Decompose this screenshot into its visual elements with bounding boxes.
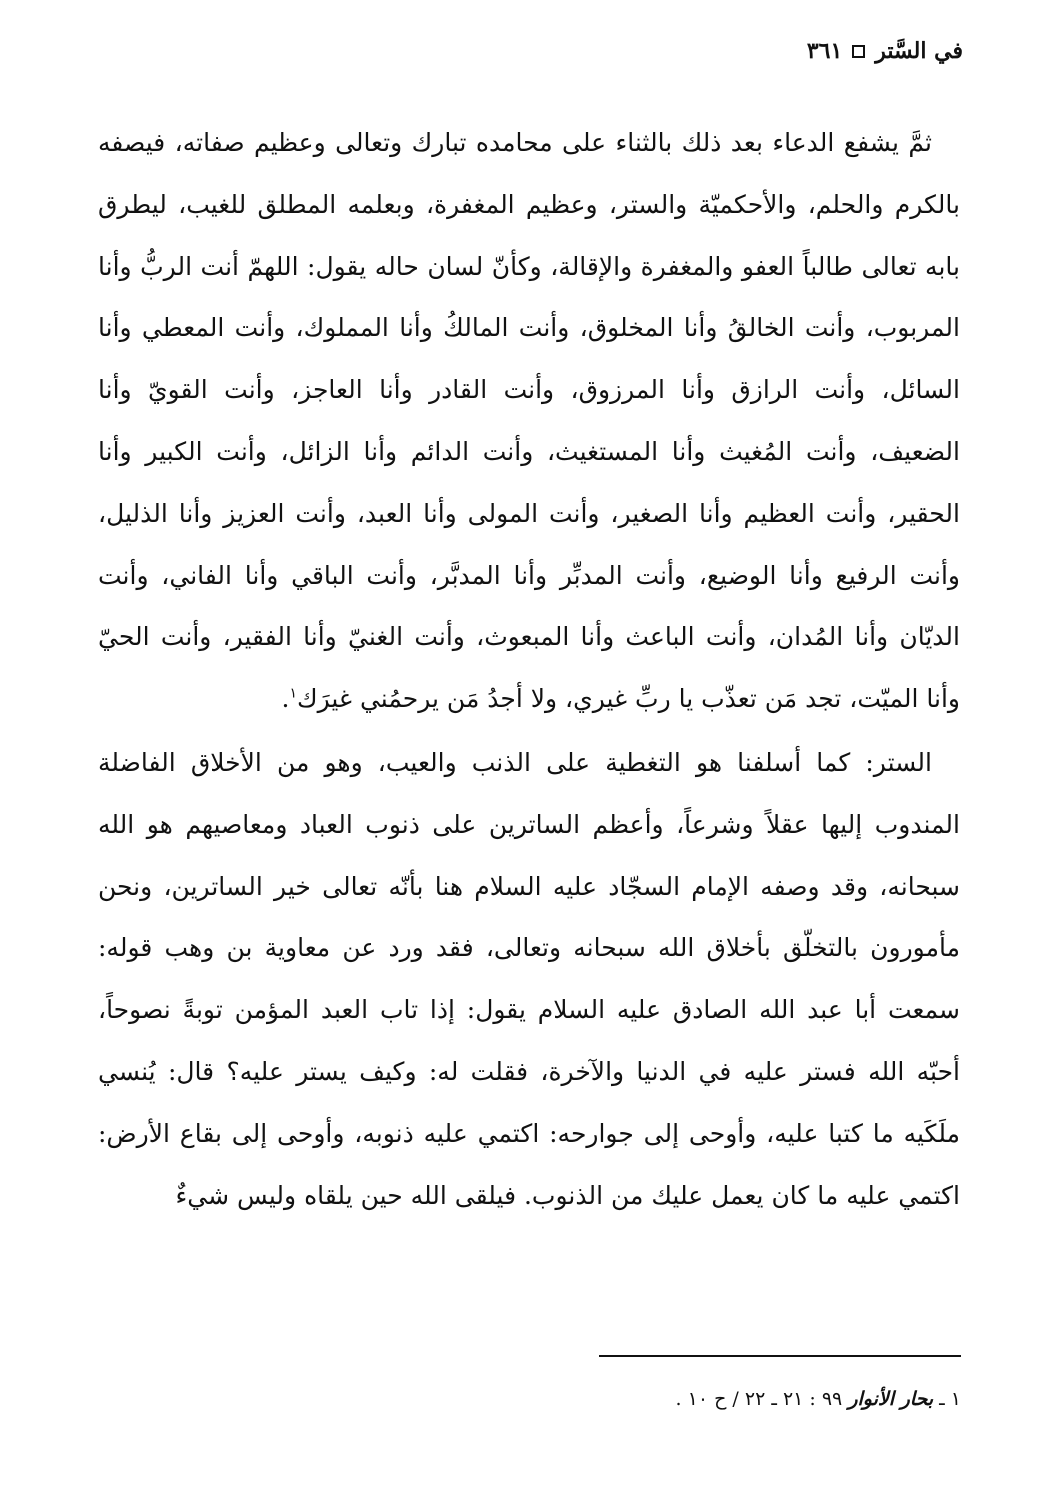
body-text — [98, 112, 960, 1226]
paragraph-1-text: ثمَّ يشفع الدعاء بعد ذلك بالثناء على محامده تبارك وتعالى وعظيم صفاته، فيصفه بالكرم والحلم، والأحكميّة والستر، وعظيم المغفرة، وبعلمه المطلق للغيب، ليطرق بابه تعالى طالباً العفو والمغفرة والإقالة، وكأنّ لسان حاله يقول: اللهمّ أنت الربُّ وأنا المربوب، وأنت الخالقُ وأنا المخلوق، وأنت المالكُ وأنا المملوك، وأنت المعطي وأنا السائل، وأنت الرازق وأنا المرزوق، وأنت القادر وأنا العاجز، وأنت القويّ وأنا الضعيف، وأنت المُغيث وأنا المستغيث، وأنت الدائم وأنا الزائل، وأنت الكبير وأنا الحقير، وأنت العظيم وأنا الصغير، وأنت المولى وأنا العبد، وأنت العزيز وأنا الذليل، وأنت الرفيع وأنا الوضيع، وأنت المدبِّر وأنا المدبَّر، وأنت الباقي وأنا الفاني، وأنت الديّان وأنا المُدان، وأنت الباعث وأنا المبعوث، وأنت الغنيّ وأنا الفقير، وأنت الحيّ وأنا الميّت، تجد مَن تعذّب يا ربِّ غيري، ولا أجدُ مَن يرحمُني غيرَك — [98, 128, 960, 714]
running-header — [807, 38, 963, 64]
paragraph-1 — [98, 112, 960, 730]
footnote-number: ١ ـ — [939, 1388, 961, 1410]
footnote-reference: ٩٩ : ٢١ ـ ٢٢ / ح ١٠ . — [675, 1388, 843, 1410]
footnote-source-title: بحار الأنوار — [848, 1388, 934, 1410]
header-separator-box — [852, 45, 865, 58]
footnote-marker[interactable]: ١ — [289, 685, 297, 702]
paragraph-2-text: الستر: كما أسلفنا هو التغطية على الذنب والعيب، وهو من الأخلاق الفاضلة المندوب إليها عقلاً وشرعاً، وأعظم الساترين على ذنوب العباد ومعاصيهم هو الله سبحانه، وقد وصفه الإمام السجّاد عليه السلام هنا بأنّه تعالى خير الساترين، ونحن مأمورون بالتخلّق بأخلاق الله سبحانه وتعالى، فقد ورد عن معاوية بن وهب قوله: سمعت أبا عبد الله الصادق عليه السلام يقول: إذا تاب العبد المؤمن توبةً نصوحاً، أحبّه الله فستر عليه في الدنيا والآخرة، فقلت له: وكيف يستر عليه؟ قال: يُنسي ملَكَيه ما كتبا عليه، وأوحى إلى جوارحه: اكتمي عليه ذنوبه، وأوحى إلى بقاع الأرض: اكتمي عليه ما كان يعمل عليك من الذنوب. فيلقى الله حين يلقاه وليس شيءٌ — [98, 747, 961, 1210]
paragraph-2 — [98, 732, 960, 1226]
page-number: ٣٦١ — [806, 38, 843, 64]
footnote-divider — [599, 1355, 961, 1357]
paragraph-1-ending: . — [281, 684, 290, 714]
footnote — [676, 1388, 961, 1410]
section-title: في السَّتر — [875, 38, 963, 64]
